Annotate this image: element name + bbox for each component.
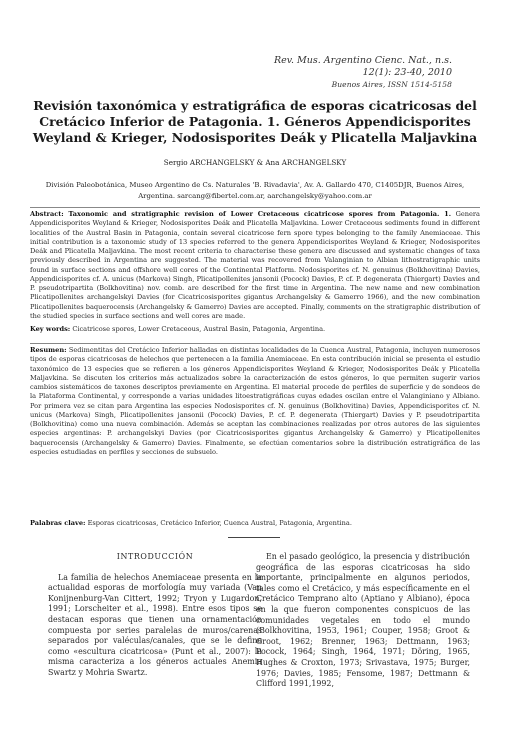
abstract-section [30,210,480,321]
palabras-clave-section [30,519,480,528]
divider-short [228,537,280,538]
abstract-label: Abstract: Taxonomic and stratigraphic revision of Lower Cretaceous cicatricose spores from Patagonia. 1. [30,210,451,218]
intro-heading: INTRODUCCIÓN [116,552,194,561]
intro-paragraph-1: La familia de helechos Anemiaceae presenta en la actualidad esporas de morfología muy variada (Van Konijnenburg-Van Cittert, 1992; Tryon y Lugardon, 1991; Lorscheiter et al., 1998). Entre esos tipos se destacan esporas que tienen una ornamentación compuesta por series paralelas de muros/carenas separados por valéculas/canales, que se le define como «escultura cicatricosa» (Punt et al., 2007): la misma caracteriza a los géneros actuales Anemia Swartz y Mohria Swartz. [48,572,262,677]
palabras-clave-label: Palabras clave: [30,519,86,527]
journal-name: Rev. Mus. Argentino Cienc. Nat., n.s. [273,55,452,66]
keywords-label: Key words: [30,325,71,333]
resumen-text: Sedimentitas del Cretácico Inferior halladas en distintas localidades de la Cuenca Austral, Patagonia, incluyen numerosos tipos de esporas cicatricosas de helechos que pertenecen a la familia Anemiaceae. En esta contribución inicial se presenta el estudio taxonómico de 13 especies que se refieren a los géneros Appendicisporites Weyland & Krieger, Nodosisporites Deák y Plicatella Maljavkina. Se discuten los criterios más actualizados sobre la caracterización de estos géneros, lo que permiten sugerir varios cambios sistemáticos de taxones descriptos previamente en Argentina. El material procede de perfiles de superficie y de sondeos de la Plataforma Continental, y corresponde a varias unidades litoestratigráficas cuyas edades oscilan entre el Valanginiano y Albiano. Por primera vez se citan para Argentina las especies Nodosisporites cf. N. genuinus (Bolkhovitina) Davies, Appendicisporites cf. N. unicus (Markova) Singh, Plicatipollenites jansonii (Pocock) Davies, P. cf. P. degenerata (Thiergart) Davies y P. pseudotripartita (Bolkhovitina) como una nueva combinación. Además se aceptan las combinaciones realizadas por otros autores de las siguientes especies argentinas: P. archangelskyi Davies (por Cicatricosisporites gigantus Archangelsky & Gamerro) y Plicatipollenites baquerocensis (Archangelsky & Gamerro) Davies. Finalmente, se efectúan comentarios sobre la distribución estratigráfica de las especies estudiadas en perfiles y secciones de subsuelo. [30,346,480,456]
resumen-section [30,346,480,457]
intro-column-left [48,552,262,679]
resumen-label: Resumen: [30,346,67,354]
author-affiliation: División Paleobotánica, Museo Argentino de Cs. Naturales 'B. Rivadavia', Av. A. Gallardo 470, C1405DJR, Buenos Aires, Argentina. sarcang@fibertel.com.ar, aarchangelsky@yahoo.com.ar [45,181,465,200]
palabras-clave-text: Esporas cicatricosas, Cretácico Inferior, Cuenca Austral, Patagonia, Argentina. [87,519,352,527]
intro-column-right [256,552,470,690]
paper-authors: Sergio ARCHANGELSKY & Ana ARCHANGELSKY [163,158,347,167]
paper-title: Revisión taxonómica y estratigráfica de esporas cicatricosas del Cretácico Inferior de Patagonia. 1. Géneros Appendicisporites Weyland & Krieger, Nodosisporites Deák y Plicatella Maljavkina [32,98,478,145]
journal-volume: 12(1): 23-40, 2010 [362,67,452,78]
journal-issn: Buenos Aires, ISSN 1514-5158 [331,80,452,89]
abstract-text: Genera Appendicisporites Weyland & Krieger, Nodosisporites Deák and Plicatella Maljavkina. Lower Cretaceous sediments found in different localities of the Austral Basin in Patagonia, contain several cicatricose fern spore types belonging to the family Anemiaceae. This initial contribution is a taxonomic study of 13 species referred to the genera Appendicisporites Weyland & Krieger, Nodosisporites Deák and Plicatella Maljavkina. The most recent criteria to characterise these genera are discussed and systematic changes of taxa previously described in Argentina are suggested. The material was recovered from Valanginian to Albian lithostratigraphic units found in surface sections and offshore well cores of the Continental Platform. Nodosisporites cf. N. genuinus (Bolkhovitina) Davies, Appendicisporites cf. A. unicus (Markova) Singh, Plicatipollenites jansonii (Pocock) Davies, P. cf. P. degenerata (Thiergart) Davies and P. pseudotripartita (Bolkhovitina) nov. comb. are described for the first time in Argentina. The new name and new combination Plicatipollenites archangelskyi Davies (for Cicatricosisporites gigantus Archangelsky & Gamerro 1966), and the new combination Plicatipollenites baquerocensis (Archangelsky & Gamerro) Davies are accepted. Finally, comments on the stratigraphic distribution of the studied species in surface sections and well cores are made. [30,210,480,320]
intro-paragraph-2: En el pasado geológico, la presencia y distribución geográfica de las esporas cicatricosas ha sido importante, principalmente en algunos periodos, tales como el Cretácico, y más específicamente en el Cretácico Temprano alto (Aptiano y Albiano), época en la que fueron componentes conspicuos de las comunidades vegetales en todo el mundo (Bolkhovitina, 1953, 1961; Couper, 1958; Groot & Groot, 1962; Brenner, 1963; Dettmann, 1963; Pocock, 1964; Singh, 1964, 1971; Döring, 1965, Hughes & Croxton, 1973; Srivastava, 1975; Burger, 1976; Davies, 1985; Fensome, 1987; Dettmann & Clifford 1991,1992, [256,552,470,689]
divider-middle [30,343,480,344]
divider-top [30,207,480,208]
keywords-text: Cicatricose spores, Lower Cretaceous, Austral Basin, Patagonia, Argentina. [72,325,326,333]
keywords-section [30,325,480,334]
journal-header [274,55,452,91]
